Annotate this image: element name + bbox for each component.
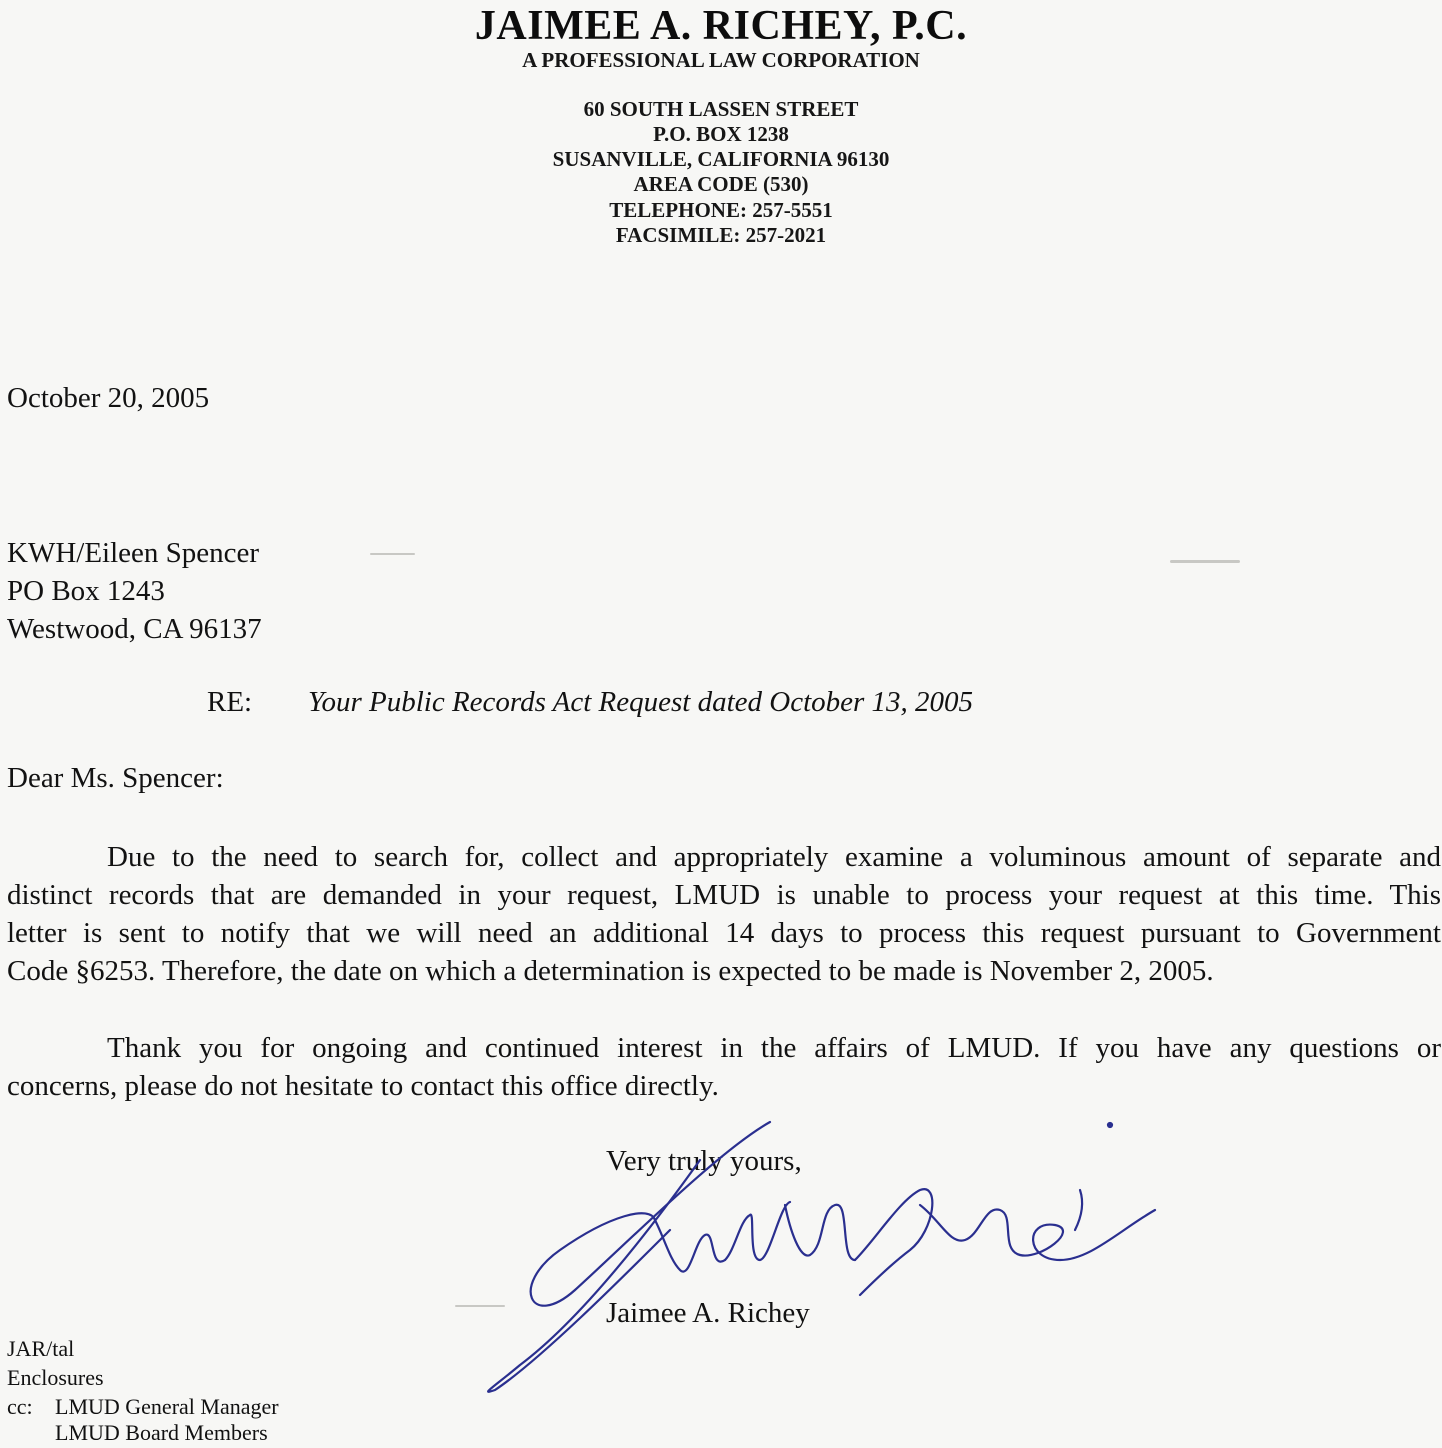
paragraph-line: Code §6253. Therefore, the date on which a determination is expected to be made is November 2, 2005. [7,955,1214,987]
cc-label: cc: [7,1394,33,1419]
paragraph-line: concerns, please do not hesitate to contact this office directly. [7,1070,719,1102]
scan-speck [1170,560,1240,563]
signer-name: Jaimee A. Richey [606,1297,810,1329]
scan-speck [370,553,415,555]
enclosures-note: Enclosures [7,1365,104,1390]
closing: Very truly yours, [606,1145,802,1177]
re-label: RE: [207,686,253,718]
cc-recipient: LMUD General Manager [55,1394,279,1419]
address-telephone: TELEPHONE: 257-5551 [609,198,833,222]
cc-recipient: LMUD Board Members [55,1420,268,1445]
paragraph-line: Due to the need to search for, collect and appropriately examine a voluminous amount of separate and [107,841,1441,873]
handwritten-signature [480,1110,1180,1410]
body-paragraph-1 [7,838,1441,990]
recipient-city: Westwood, CA 96137 [7,613,262,645]
recipient-name: KWH/Eileen Spencer [7,537,260,569]
letter-date: October 20, 2005 [7,382,210,414]
paragraph-line: distinct records that are demanded in your request, LMUD is unable to process your request at this time. This [7,879,1441,911]
paragraph-line: Thank you for ongoing and continued interest in the affairs of LMUD. If you have any questions or [107,1032,1441,1064]
body-paragraph-2 [7,1029,1441,1105]
typist-initials: JAR/tal [7,1336,75,1361]
recipient-po-box: PO Box 1243 [7,575,165,607]
firm-name: JAIMEE A. RICHEY, P.C. [474,3,968,49]
address-city: SUSANVILLE, CALIFORNIA 96130 [552,147,890,171]
scan-speck [455,1305,505,1307]
cc-line-1 [7,1392,279,1421]
address-street: 60 SOUTH LASSEN STREET [583,97,859,121]
re-subject: Your Public Records Act Request dated October 13, 2005 [308,686,974,718]
address-po-box: P.O. BOX 1238 [653,122,789,146]
salutation: Dear Ms. Spencer: [7,762,224,794]
firm-subtitle: A PROFESSIONAL LAW CORPORATION [522,48,920,72]
address-area-code: AREA CODE (530) [633,172,809,196]
paragraph-line: letter is sent to notify that we will need an additional 14 days to process this request pursuant to Government [7,917,1441,949]
footer-notes [7,1334,104,1392]
recipient-address [7,534,262,648]
address-facsimile: FACSIMILE: 257-2021 [615,223,827,247]
